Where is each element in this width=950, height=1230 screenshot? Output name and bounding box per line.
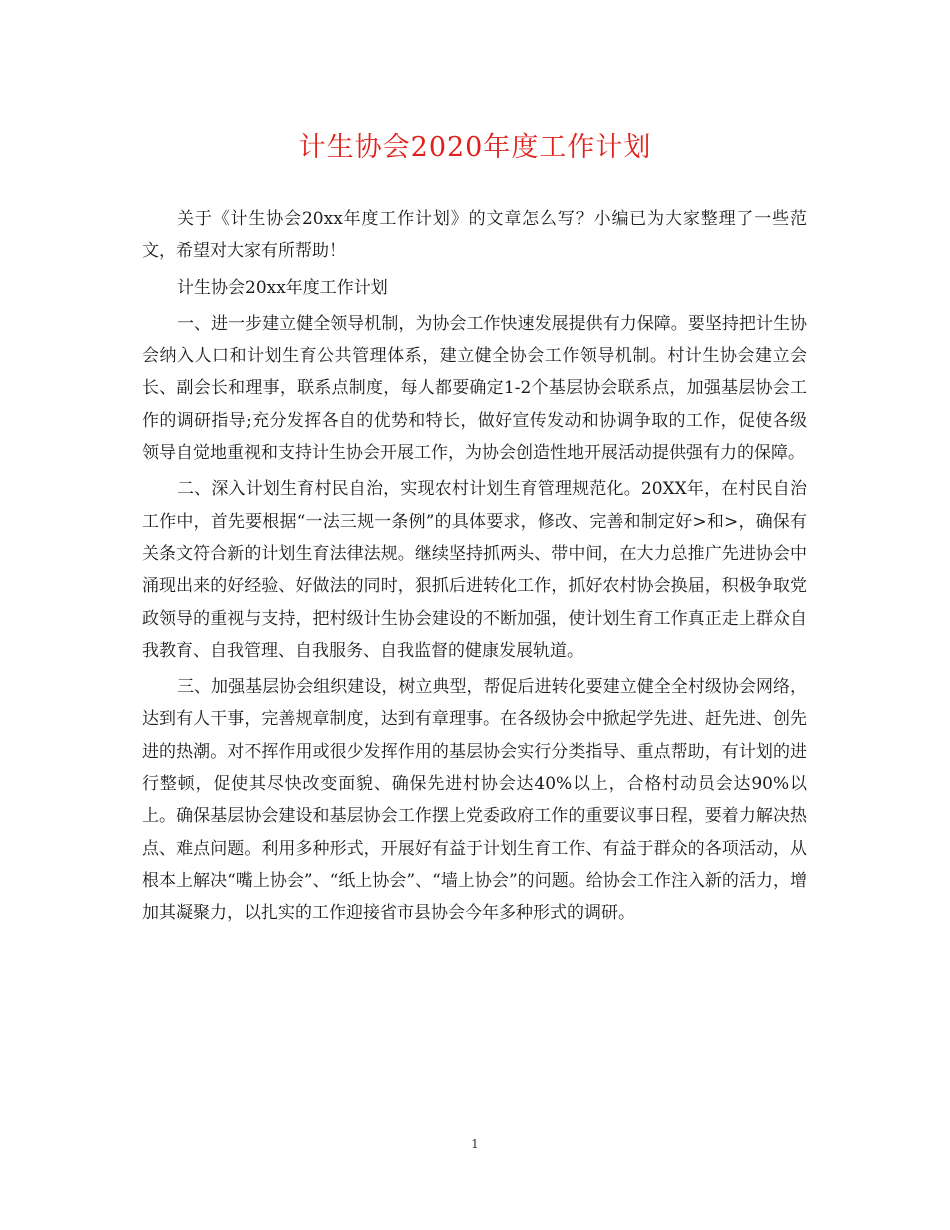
section-three-paragraph: 三、加强基层协会组织建设，树立典型，帮促后进转化要建立健全全村级协会网络，达到有人干事，完善规章制度，达到有章理事。在各级协会中掀起学先进、赶先进、创先进的热潮。对不挥作用或很少发挥作用的基层协会实行分类指导、重点帮助，有计划的进行整顿，促使其尽快改变面貌、确保先进村协会达40%以上，合格村动员会达90%以上。确保基层协会建设和基层协会工作摆上党委政府工作的重要议事日程，要着力解决热点、难点问题。利用多种形式，开展好有益于计划生育工作、有益于群众的各项活动，从根本上解决“嘴上协会”、“纸上协会”、“墙上协会”的问题。给协会工作注入新的活力，增加其凝聚力，以扎实的工作迎接省市县协会今年多种形式的调研。 [142,677,807,924]
section-two-paragraph: 二、深入计划生育村民自治，实现农村计划生育管理规范化。20XX年，在村民自治工作中，首先要根据“一法三规一条例”的具体要求，修改、完善和制定好>和>，确保有关条文符合新的计划生育法律法规。继续坚持抓两头、带中间，在大力总推广先进协会中涌现出来的好经验、好做法的同时，狠抓后进转化工作，抓好农村协会换届，积极争取党政领导的重视与支持，把村级计生协会建设的不断加强，使计划生育工作真正走上群众自我教育、自我管理、自我服务、自我监督的健康发展轨道。 [142,479,807,661]
page-number: 1 [471,1137,479,1151]
section-one-paragraph: 一、进一步建立健全领导机制，为协会工作快速发展提供有力保障。要坚持把计生协会纳入人口和计划生育公共管理体系，建立健全协会工作领导机制。村计生协会建立会长、副会长和理事，联系点制度，每人都要确定1-2个基层协会联系点，加强基层协会工作的调研指导;充分发挥各自的优势和特长，做好宣传发动和协调争取的工作，促使各级领导自觉地重视和支持计生协会开展工作，为协会创造性地开展活动提供强有力的保障。 [142,313,807,464]
intro-paragraph: 关于《计生协会20xx年度工作计划》的文章怎么写？小编已为大家整理了一些范文，希望对大家有所帮助！ [142,209,807,262]
document-body [142,203,807,934]
document-title: 计生协会2020年度工作计划 [298,132,652,163]
subtitle-paragraph: 计生协会20xx年度工作计划 [177,277,388,298]
